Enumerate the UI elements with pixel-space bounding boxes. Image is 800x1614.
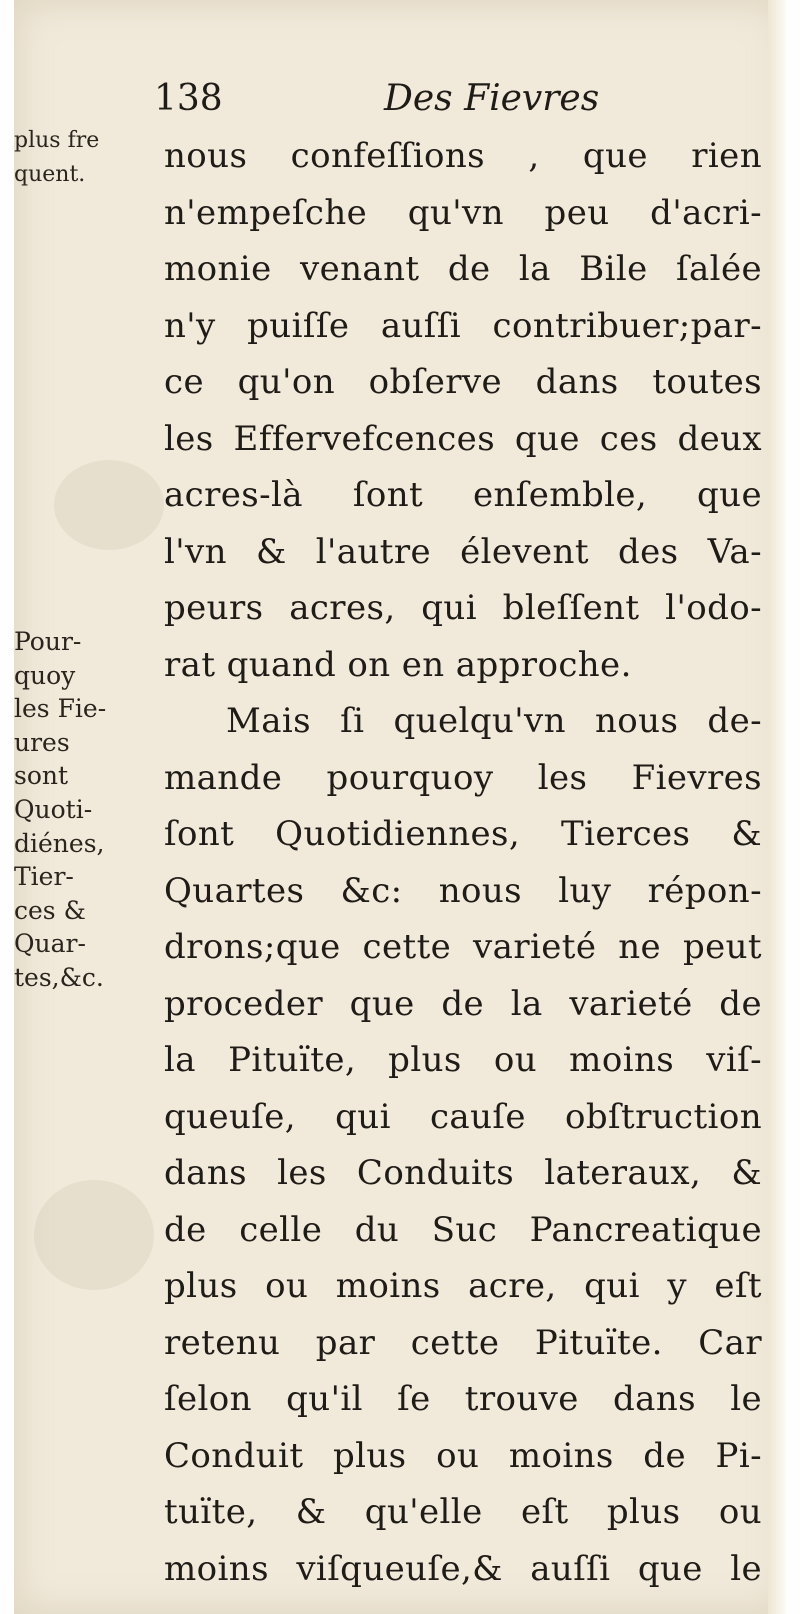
margin-note-line: Pour- [14,627,82,656]
book-page [14,0,786,1614]
margin-note-line: Quar- [14,929,86,959]
margin-note-fever-types [14,625,106,995]
text-line: Conduit plus ou moins de Pi- [164,1435,762,1476]
margin-note-frequency [14,124,99,192]
margin-note-line: Tier- [14,862,74,892]
margin-note-line: ures [14,727,70,757]
running-title: Des Fievres [384,78,600,119]
paper-stain [54,460,164,550]
text-line: nous confeſſions , que rien [164,136,762,176]
margin-note-line: plus fre [14,128,100,153]
margin-note-line: ces & [14,895,86,925]
page-number: 138 [154,78,223,119]
margin-note-line: quoy [14,660,76,690]
text-line: dans les Conduits lateraux, & [164,1153,762,1193]
text-line: Quartes &c: nous luy répon- [164,870,762,911]
margin-note-line: quent. [14,162,86,187]
text-line: mande pourquoy les Fievres [164,757,762,798]
text-line: la Pituïte, plus ou moins viſ- [164,1040,762,1080]
margin-note-line: Quoti- [14,794,93,824]
text-line: monie venant de la Bile ſalée [164,249,762,289]
text-line: moins viſqueuſe,& auſſi que le [164,1548,762,1589]
text-line: les Effervefcences que ces deux [164,418,762,459]
margin-note-line: diénes, [14,828,105,858]
text-line: n'y puiſſe auſſi contribuer;par- [164,305,762,346]
text-line: drons;que cette varieté ne peut [164,927,762,967]
page-edge [768,0,786,1614]
text-line: ſont Quotidiennes, Tierces & [164,814,762,854]
text-line: retenu par cette Pituïte. Car [164,1322,762,1363]
body-text [164,128,762,1597]
text-line: rat quand on en approche. [164,644,632,685]
margin-note-line: tes,&c. [14,962,104,992]
text-line: queuſe, qui cauſe obſtruction [164,1096,762,1137]
text-line: plus ou moins acre, qui y eſt [164,1266,762,1306]
running-head [154,78,654,128]
text-line: l'vn & l'autre élevent des Va- [164,531,762,572]
margin-note-line: les Fie- [14,694,107,724]
text-line: de celle du Suc Pancreatique [164,1209,762,1250]
text-line: tuïte, & qu'elle eſt plus ou [164,1492,762,1532]
text-line: proceder que de la varieté de [164,983,762,1024]
text-line: ce qu'on obſerve dans toutes [164,362,762,402]
margin-note-line: sont [14,761,69,791]
text-line: Mais ſi quelqu'vn nous de- [226,701,762,741]
paper-stain [34,1180,154,1290]
text-line: acres-là ſont enſemble, que [164,475,762,515]
text-line: n'empeſche qu'vn peu d'acri- [164,192,762,233]
text-line: ſelon qu'il ſe trouve dans le [164,1379,762,1419]
text-line: peurs acres, qui bleſſent l'odo- [164,588,762,628]
